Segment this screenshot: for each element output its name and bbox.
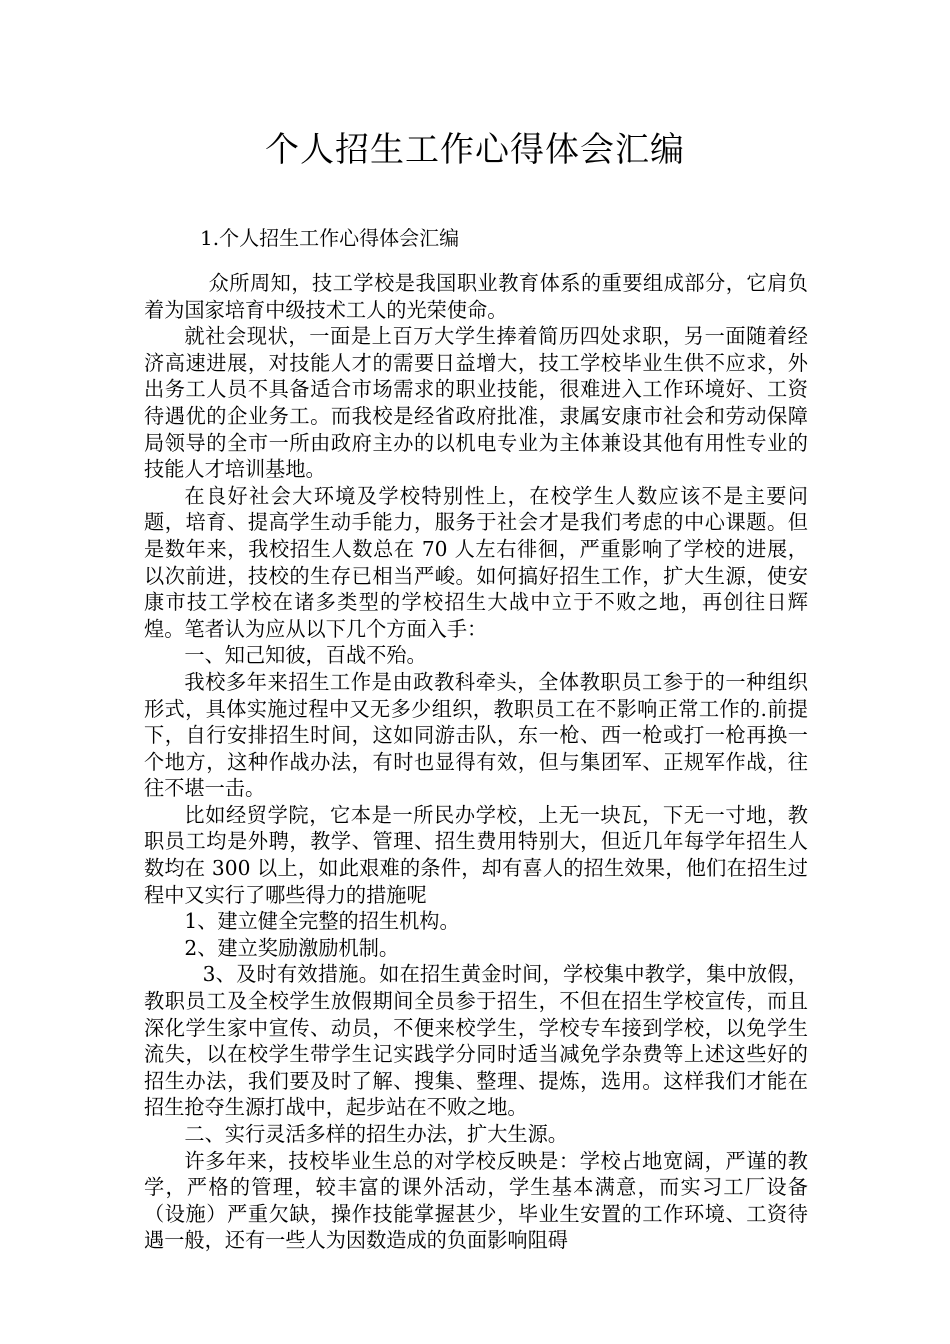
paragraph: 许多年来，技校毕业生总的对学校反映是：学校占地宽阔，严谨的教学，严格的管理，较丰富的课外活动，学生基本满意，而实习工厂设备（设施）严重欠缺，操作技能掌握甚少，毕业生安置的工作环境、工资待遇一般，还有一些人为因数造成的负面影响阻碍 xyxy=(144,1148,808,1253)
subheading: 二、实行灵活多样的招生办法，扩大生源。 xyxy=(184,1122,568,1146)
document-title: 个人招生工作心得体会汇编 xyxy=(265,130,685,170)
paragraph: 在良好社会大环境及学校特别性上，在校学生人数应该不是主要问题，培育、提高学生动手能力，服务于社会才是我们考虑的中心课题。但是数年来，我校招生人数总在 70 人左右徘徊，严重影响了学校的进展，以次前进，技校的生存已相当严峻。如何搞好招生工作，扩大生源，使安康市技工学校在诸多类型的学校招生大战中立于不败之地，再创往日辉煌。笔者认为应从以下几个方面入手： xyxy=(144,483,808,641)
list-item: 1、建立健全完整的招生机构。 xyxy=(184,909,460,934)
paragraph: 比如经贸学院，它本是一所民办学校，上无一块瓦，下无一寸地，教职员工均是外聘，教学、管理、招生费用特别大，但近几年每学年招生人数均在 300 以上，如此艰难的条件，却有喜人的招生效果，他们在招生过程中又实行了哪些得力的措施呢 xyxy=(144,802,808,907)
section-heading: 1.个人招生工作心得体会汇编 xyxy=(200,226,460,250)
document-body xyxy=(144,270,808,1254)
paragraph: 众所周知，技工学校是我国职业教育体系的重要组成部分，它肩负着为国家培育中级技术工人的光荣使命。 xyxy=(144,271,808,322)
subheading: 一、知己知彼，百战不殆。 xyxy=(184,643,427,668)
list-item: 2、建立奖励激励机制。 xyxy=(184,935,400,960)
paragraph: 我校多年来招生工作是由政教科牵头，全体教职员工参于的一种组织形式，具体实施过程中又无多少组织，教职员工在不影响正常工作的.前提下，自行安排招生时间，这如同游击队，东一枪、西一枪或打一枪再换一个地方，这种作战办法，有时也显得有效，但与集团军、正规军作战，往往不堪一击。 xyxy=(144,669,808,801)
paragraph: 就社会现状，一面是上百万大学生捧着简历四处求职，另一面随着经济高速进展，对技能人才的需要日益增大，技工学校毕业生供不应求，外出务工人员不具备适合市场需求的职业技能，很难进入工作环境好、工资待遇优的企业务工。而我校是经省政府批准，隶属安康市社会和劳动保障局领导的全市一所由政府主办的以机电专业为主体兼设其他有用性专业的技能人才培训基地。 xyxy=(144,324,808,482)
list-item: 3、及时有效措施。如在招生黄金时间，学校集中教学，集中放假，教职员工及全校学生放假期间全员参于招生，不但在招生学校宣传，而且深化学生家中宣传、动员，不便来校学生，学校专车接到学校，以免学生流失，以在校学生带学生记实践学分同时适当减免学杂费等上述这些好的招生办法，我们要及时了解、搜集、整理、提炼，选用。这样我们才能在招生抢夺生源打战中，起步站在不败之地。 xyxy=(144,962,808,1120)
